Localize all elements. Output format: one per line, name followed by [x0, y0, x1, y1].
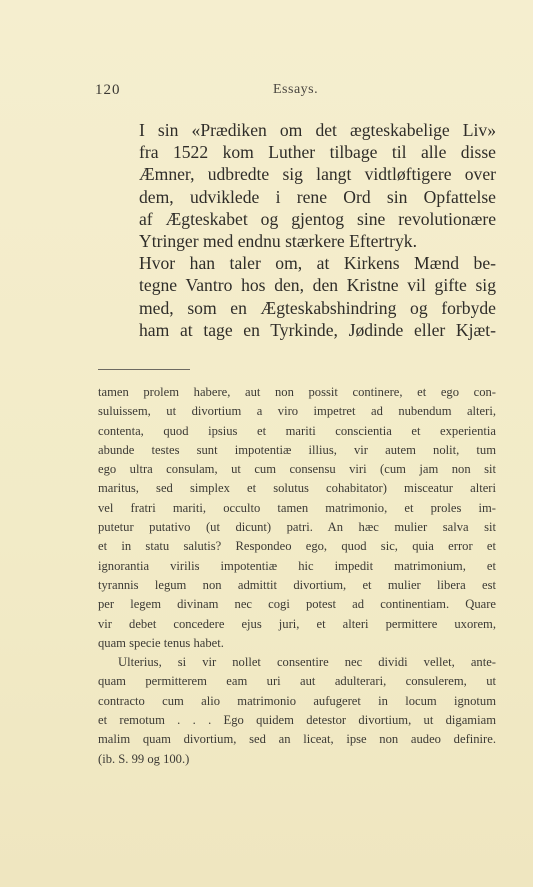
footnote-line: ignorantia virilis impotentiæ hic impedit matrimonium, et: [98, 558, 496, 573]
footnote-line: putetur putativo (ut dicunt) patri. An hæc mulier salva sit: [98, 520, 496, 535]
footnote-line: quam specie tenus habet.: [98, 635, 224, 650]
footnote-paragraph: [98, 653, 496, 769]
text-line: Æmner, udbredte sig langt vidtløftigere over: [139, 164, 496, 185]
text-line: dem, udviklede i rene Ord sin Opfattelse: [139, 186, 496, 207]
footnote-line: vir debet concedere ejus juri, et alteri permittere uxorem,: [98, 616, 496, 631]
footnote-line: vel fratri mariti, occulto tamen matrimonio, et proles im-: [98, 500, 496, 515]
footnote: [98, 383, 496, 769]
footnote-line: tyrannis legum non admittit divortium, et mulier libera est: [98, 577, 496, 592]
text-line: Hvor han taler om, at Kirkens Mænd be-: [139, 253, 496, 274]
text-line: Ytringer med endnu stærkere Eftertryk.: [139, 231, 417, 252]
paragraph: [97, 252, 496, 341]
footnote-line: abunde testes sunt impotentiæ illius, vir autem nolit, tum: [98, 442, 496, 457]
footnote-line: ego ultra consulam, ut cum consensu viri (cum jam non sit: [98, 462, 496, 477]
paragraph: [97, 119, 496, 252]
footnote-line: Ulterius, si vir nollet consentire nec dividi vellet, ante-: [118, 655, 496, 670]
page-header: [95, 82, 495, 102]
footnote-rule: [98, 369, 190, 370]
footnote-line: malim quam divortium, sed an liceat, ipse non audeo definire.: [98, 732, 496, 747]
footnote-line: et in statu salutis? Respondeo ego, quod sic, quia error et: [98, 539, 496, 554]
footnote-line: (ib. S. 99 og 100.): [98, 751, 190, 766]
text-line: I sin «Prædiken om det ægteskabelige Liv»: [139, 120, 496, 140]
footnote-line: quam permitterem eam uri aut adulterari, consulerem, ut: [98, 674, 496, 689]
footnote-line: contracto cum alio matrimonio aufugeret in locum ignotum: [98, 693, 496, 708]
text-line: af Ægteskabet og gjentog sine revolutionære: [139, 208, 496, 229]
text-line: tegne Vantro hos den, den Kristne vil gifte sig: [139, 275, 496, 296]
running-head: Essays.: [273, 82, 319, 97]
main-text: [97, 119, 496, 341]
text-line: med, som en Ægteskabshindring og forbyde: [139, 297, 496, 318]
footnote-paragraph: [98, 383, 496, 653]
footnote-line: et remotum . . . Ego quidem detestor divortium, ut digamiam: [98, 713, 496, 728]
footnote-line: per legem divinam nec cogi potest ad continentiam. Quare: [98, 597, 496, 612]
footnote-line: contenta, quod ipsius et mariti conscientia et experientia: [98, 423, 496, 438]
footnote-line: suluissem, ut divortium a viro impetret ad nubendum alteri,: [98, 404, 496, 419]
footnote-line: tamen prolem habere, aut non possit continere, et ego con-: [98, 385, 496, 399]
text-line: fra 1522 kom Luther tilbage til alle disse: [139, 142, 496, 163]
footnote-line: maritus, sed simplex et solutus cohabitator) misceatur alteri: [98, 481, 496, 496]
text-line: ham at tage en Tyrkinde, Jødinde eller Kjæt-: [139, 319, 496, 340]
page-number: 120: [95, 82, 121, 98]
